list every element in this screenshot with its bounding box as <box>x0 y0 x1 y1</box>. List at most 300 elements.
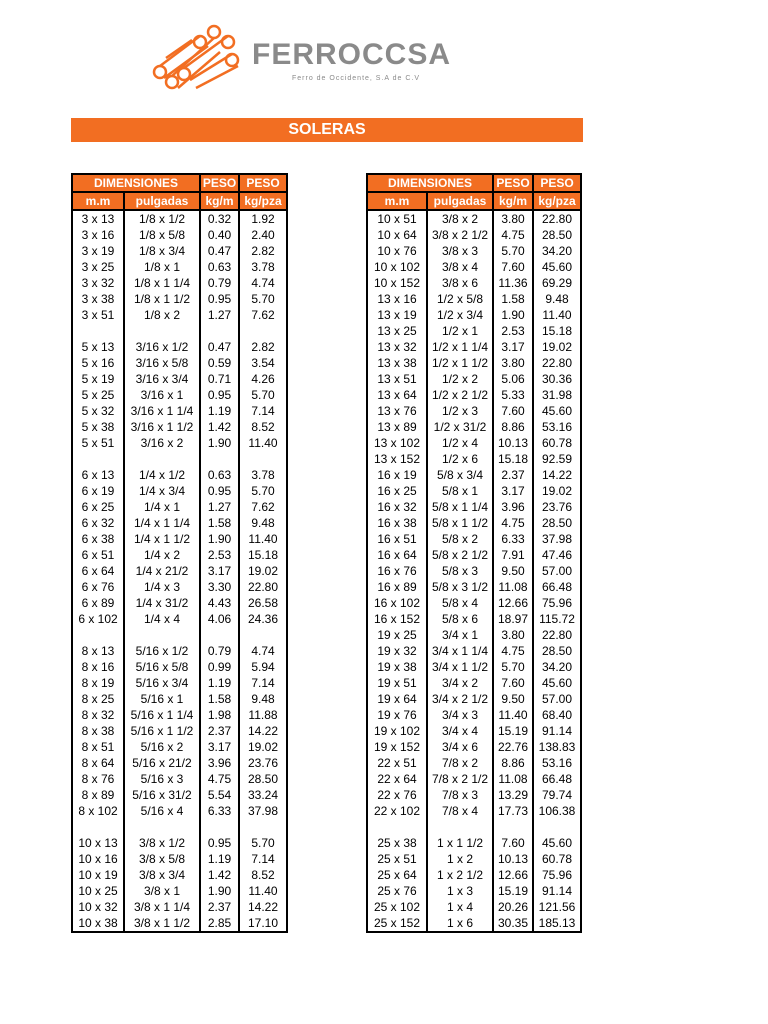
cell-kg-m: 3.80 <box>493 355 533 371</box>
table-row <box>72 563 287 579</box>
cell-kg-m: 1.90 <box>200 435 239 451</box>
header-dimensiones: DIMENSIONES <box>72 174 200 192</box>
cell-pulgadas: 1/2 x 1 1/4 <box>427 339 493 355</box>
table-row <box>367 355 581 371</box>
table-row <box>367 387 581 403</box>
cell-kg-pza: 24.36 <box>239 611 287 627</box>
cell-kg-pza: 37.98 <box>239 803 287 819</box>
brand-name: FERROCCSA <box>252 38 452 71</box>
cell-mm: 10 x 13 <box>72 835 124 851</box>
cell-pulgadas: 7/8 x 2 <box>427 755 493 771</box>
cell-kg-m: 3.96 <box>200 755 239 771</box>
cell-mm <box>72 323 124 339</box>
cell-kg-pza: 22.80 <box>533 355 581 371</box>
cell-kg-pza: 17.10 <box>239 915 287 932</box>
cell-pulgadas: 1 x 6 <box>427 915 493 932</box>
cell-kg-pza: 5.94 <box>239 659 287 675</box>
cell-pulgadas: 1/8 x 1/2 <box>124 210 200 227</box>
header-peso: PESO <box>533 174 581 192</box>
cell-mm: 5 x 38 <box>72 419 124 435</box>
cell-kg-pza <box>239 323 287 339</box>
cell-kg-pza: 34.20 <box>533 243 581 259</box>
header-pulgadas: pulgadas <box>124 192 200 210</box>
cell-kg-m: 1.19 <box>200 403 239 419</box>
cell-kg-pza: 106.38 <box>533 803 581 819</box>
header-peso: PESO <box>239 174 287 192</box>
cell-mm: 10 x 38 <box>72 915 124 932</box>
cell-kg-m: 15.19 <box>493 723 533 739</box>
cell-pulgadas: 3/8 x 1 1/2 <box>124 915 200 932</box>
table-row <box>367 563 581 579</box>
cell-kg-m: 0.71 <box>200 371 239 387</box>
table-row <box>367 707 581 723</box>
cell-kg-pza: 4.74 <box>239 643 287 659</box>
cell-pulgadas: 5/8 x 1 1/4 <box>427 499 493 515</box>
cell-kg-m: 4.75 <box>493 227 533 243</box>
table-row <box>72 803 287 819</box>
cell-pulgadas: 5/16 x 4 <box>124 803 200 819</box>
cell-pulgadas: 5/8 x 1 1/2 <box>427 515 493 531</box>
cell-kg-m: 2.53 <box>200 547 239 563</box>
table-row <box>367 771 581 787</box>
cell-pulgadas: 3/4 x 2 1/2 <box>427 691 493 707</box>
table-row <box>367 723 581 739</box>
cell-kg-m: 0.79 <box>200 643 239 659</box>
cell-mm: 3 x 19 <box>72 243 124 259</box>
cell-mm: 16 x 19 <box>367 467 427 483</box>
table-row <box>72 451 287 467</box>
cell-kg-m: 1.58 <box>200 691 239 707</box>
cell-kg-pza: 91.14 <box>533 883 581 899</box>
cell-kg-pza: 7.14 <box>239 403 287 419</box>
cell-pulgadas: 3/8 x 1 1/4 <box>124 899 200 915</box>
cell-kg-m: 15.18 <box>493 451 533 467</box>
cell-mm: 22 x 102 <box>367 803 427 819</box>
cell-mm: 10 x 19 <box>72 867 124 883</box>
cell-pulgadas <box>124 627 200 643</box>
cell-mm: 10 x 152 <box>367 275 427 291</box>
cell-pulgadas <box>124 323 200 339</box>
cell-pulgadas: 3/8 x 1 <box>124 883 200 899</box>
cell-pulgadas: 5/16 x 5/8 <box>124 659 200 675</box>
cell-kg-pza: 75.96 <box>533 595 581 611</box>
table-row <box>72 387 287 403</box>
cell-mm: 5 x 16 <box>72 355 124 371</box>
cell-pulgadas: 3/4 x 1 1/2 <box>427 659 493 675</box>
cell-kg-m: 7.60 <box>493 835 533 851</box>
cell-pulgadas: 1/4 x 31/2 <box>124 595 200 611</box>
cell-pulgadas: 3/8 x 3 <box>427 243 493 259</box>
table-row <box>72 771 287 787</box>
cell-pulgadas: 3/4 x 2 <box>427 675 493 691</box>
cell-kg-m: 3.17 <box>200 563 239 579</box>
table-row <box>367 403 581 419</box>
cell-pulgadas: 1/2 x 6 <box>427 451 493 467</box>
cell-kg-m: 0.95 <box>200 835 239 851</box>
cell-mm: 22 x 76 <box>367 787 427 803</box>
table-row <box>367 851 581 867</box>
cell-kg-m: 18.97 <box>493 611 533 627</box>
cell-pulgadas: 1/8 x 5/8 <box>124 227 200 243</box>
cell-mm: 10 x 64 <box>367 227 427 243</box>
cell-mm: 25 x 152 <box>367 915 427 932</box>
table-row <box>72 435 287 451</box>
table-row <box>367 595 581 611</box>
cell-mm: 10 x 32 <box>72 899 124 915</box>
cell-kg-m: 15.19 <box>493 883 533 899</box>
cell-kg-m: 8.86 <box>493 419 533 435</box>
cell-mm: 13 x 38 <box>367 355 427 371</box>
cell-kg-pza: 5.70 <box>239 291 287 307</box>
cell-kg-m: 3.30 <box>200 579 239 595</box>
cell-kg-m: 1.19 <box>200 851 239 867</box>
table-row <box>72 227 287 243</box>
cell-pulgadas: 3/16 x 3/4 <box>124 371 200 387</box>
cell-kg-pza: 66.48 <box>533 579 581 595</box>
header-kg-pza: kg/pza <box>533 192 581 210</box>
cell-kg-pza: 57.00 <box>533 563 581 579</box>
cell-mm: 5 x 13 <box>72 339 124 355</box>
cell-mm: 6 x 13 <box>72 467 124 483</box>
table-row <box>367 691 581 707</box>
cell-kg-m <box>200 627 239 643</box>
cell-kg-pza <box>533 819 581 835</box>
cell-mm: 13 x 32 <box>367 339 427 355</box>
header-kg-m: kg/m <box>493 192 533 210</box>
table-row <box>72 243 287 259</box>
cell-kg-m: 11.08 <box>493 771 533 787</box>
cell-pulgadas: 1/2 x 3 <box>427 403 493 419</box>
cell-kg-pza: 19.02 <box>239 739 287 755</box>
cell-mm: 8 x 25 <box>72 691 124 707</box>
cell-mm: 10 x 51 <box>367 210 427 227</box>
table-row <box>367 227 581 243</box>
cell-mm: 6 x 38 <box>72 531 124 547</box>
header-kg-pza: kg/pza <box>239 192 287 210</box>
cell-kg-m: 2.53 <box>493 323 533 339</box>
table-row <box>367 835 581 851</box>
table-row <box>72 515 287 531</box>
table-row <box>72 323 287 339</box>
table-row <box>72 627 287 643</box>
table-row <box>72 659 287 675</box>
cell-kg-pza: 2.82 <box>239 339 287 355</box>
cell-kg-m: 0.47 <box>200 339 239 355</box>
cell-pulgadas: 3/16 x 5/8 <box>124 355 200 371</box>
cell-mm: 5 x 25 <box>72 387 124 403</box>
cell-kg-m <box>493 819 533 835</box>
cell-mm: 3 x 25 <box>72 259 124 275</box>
cell-pulgadas: 3/4 x 1 <box>427 627 493 643</box>
table-row <box>367 867 581 883</box>
cell-kg-m: 4.75 <box>493 643 533 659</box>
cell-kg-pza: 79.74 <box>533 787 581 803</box>
cell-kg-pza: 15.18 <box>533 323 581 339</box>
cell-mm: 3 x 51 <box>72 307 124 323</box>
cell-mm: 13 x 76 <box>367 403 427 419</box>
cell-pulgadas: 1/4 x 1 <box>124 499 200 515</box>
cell-kg-pza: 3.78 <box>239 259 287 275</box>
cell-kg-pza: 68.40 <box>533 707 581 723</box>
cell-kg-m: 3.17 <box>493 483 533 499</box>
cell-kg-m: 6.33 <box>493 531 533 547</box>
cell-kg-m: 2.37 <box>200 723 239 739</box>
cell-kg-pza: 9.48 <box>533 291 581 307</box>
cell-mm: 19 x 102 <box>367 723 427 739</box>
table-row <box>72 371 287 387</box>
cell-kg-pza: 115.72 <box>533 611 581 627</box>
cell-mm: 8 x 38 <box>72 723 124 739</box>
cell-mm: 8 x 51 <box>72 739 124 755</box>
cell-kg-m: 5.33 <box>493 387 533 403</box>
table-row <box>367 451 581 467</box>
table-row <box>367 675 581 691</box>
table-row <box>367 787 581 803</box>
table-row <box>72 851 287 867</box>
table-row <box>72 259 287 275</box>
cell-kg-pza: 66.48 <box>533 771 581 787</box>
cell-pulgadas: 7/8 x 2 1/2 <box>427 771 493 787</box>
cell-mm: 3 x 16 <box>72 227 124 243</box>
cell-kg-pza: 60.78 <box>533 851 581 867</box>
cell-kg-pza: 23.76 <box>533 499 581 515</box>
cell-kg-pza <box>239 627 287 643</box>
cell-kg-m: 5.70 <box>493 659 533 675</box>
cell-pulgadas: 5/16 x 1/2 <box>124 643 200 659</box>
cell-mm: 6 x 51 <box>72 547 124 563</box>
cell-mm: 8 x 19 <box>72 675 124 691</box>
cell-pulgadas: 5/8 x 2 1/2 <box>427 547 493 563</box>
cell-pulgadas: 5/8 x 6 <box>427 611 493 627</box>
cell-kg-m: 2.85 <box>200 915 239 932</box>
cell-kg-pza <box>239 451 287 467</box>
cell-kg-pza: 33.24 <box>239 787 287 803</box>
table-row <box>72 499 287 515</box>
table-row <box>367 275 581 291</box>
table-row <box>72 595 287 611</box>
cell-mm: 6 x 32 <box>72 515 124 531</box>
cell-kg-pza: 30.36 <box>533 371 581 387</box>
table-row <box>367 515 581 531</box>
cell-kg-pza: 45.60 <box>533 403 581 419</box>
cell-pulgadas: 1/2 x 1 1/2 <box>427 355 493 371</box>
cell-pulgadas: 1/2 x 5/8 <box>427 291 493 307</box>
table-row <box>367 531 581 547</box>
cell-kg-m: 4.43 <box>200 595 239 611</box>
cell-mm: 8 x 32 <box>72 707 124 723</box>
cell-kg-pza: 22.80 <box>239 579 287 595</box>
cell-mm: 19 x 25 <box>367 627 427 643</box>
cell-pulgadas: 3/8 x 2 <box>427 210 493 227</box>
cell-pulgadas: 1/4 x 21/2 <box>124 563 200 579</box>
cell-mm: 8 x 102 <box>72 803 124 819</box>
cell-kg-pza: 9.48 <box>239 691 287 707</box>
cell-pulgadas: 3/16 x 1 <box>124 387 200 403</box>
cell-pulgadas: 3/4 x 6 <box>427 739 493 755</box>
table-row <box>72 835 287 851</box>
table-row <box>367 547 581 563</box>
cell-kg-m: 3.80 <box>493 627 533 643</box>
cell-kg-m: 7.91 <box>493 547 533 563</box>
table-row <box>72 307 287 323</box>
cell-kg-m: 13.29 <box>493 787 533 803</box>
cell-kg-pza: 23.76 <box>239 755 287 771</box>
cell-pulgadas: 3/16 x 1 1/4 <box>124 403 200 419</box>
cell-kg-pza: 5.70 <box>239 483 287 499</box>
table-row <box>72 483 287 499</box>
cell-kg-m: 1.90 <box>493 307 533 323</box>
cell-mm <box>367 819 427 835</box>
cell-kg-m: 1.42 <box>200 419 239 435</box>
cell-kg-m: 5.54 <box>200 787 239 803</box>
cell-kg-pza: 8.52 <box>239 867 287 883</box>
section-banner: SOLERAS <box>71 118 583 142</box>
table-row <box>367 499 581 515</box>
cell-kg-m: 1.58 <box>200 515 239 531</box>
cell-pulgadas: 5/16 x 1 <box>124 691 200 707</box>
cell-kg-m: 2.37 <box>493 467 533 483</box>
cell-pulgadas: 3/4 x 3 <box>427 707 493 723</box>
table-row <box>367 627 581 643</box>
cell-pulgadas: 1/2 x 3/4 <box>427 307 493 323</box>
cell-kg-pza: 11.40 <box>239 883 287 899</box>
cell-mm: 25 x 38 <box>367 835 427 851</box>
table-row <box>72 739 287 755</box>
cell-kg-pza: 92.59 <box>533 451 581 467</box>
cell-mm: 3 x 13 <box>72 210 124 227</box>
table-row <box>72 915 287 932</box>
cell-kg-pza: 7.14 <box>239 675 287 691</box>
table-row <box>72 755 287 771</box>
cell-mm: 6 x 102 <box>72 611 124 627</box>
cell-kg-pza: 5.70 <box>239 835 287 851</box>
cell-kg-pza: 11.40 <box>533 307 581 323</box>
cell-pulgadas: 5/16 x 3/4 <box>124 675 200 691</box>
cell-mm: 22 x 64 <box>367 771 427 787</box>
cell-kg-m: 1.27 <box>200 307 239 323</box>
cell-kg-m: 8.86 <box>493 755 533 771</box>
table-row <box>72 547 287 563</box>
cell-kg-m: 7.60 <box>493 675 533 691</box>
cell-kg-pza: 8.52 <box>239 419 287 435</box>
cell-kg-pza: 2.40 <box>239 227 287 243</box>
cell-mm: 16 x 152 <box>367 611 427 627</box>
cell-kg-m: 7.60 <box>493 259 533 275</box>
cell-pulgadas: 1/2 x 4 <box>427 435 493 451</box>
cell-mm <box>72 627 124 643</box>
table-row <box>72 707 287 723</box>
cell-kg-m: 1.19 <box>200 675 239 691</box>
cell-kg-pza: 53.16 <box>533 755 581 771</box>
table-row <box>72 467 287 483</box>
header-mm: m.m <box>367 192 427 210</box>
cell-mm: 16 x 64 <box>367 547 427 563</box>
cell-kg-pza: 22.80 <box>533 627 581 643</box>
table-row <box>367 803 581 819</box>
cell-kg-pza: 19.02 <box>533 339 581 355</box>
cell-kg-m: 3.80 <box>493 210 533 227</box>
table-row <box>367 915 581 932</box>
cell-kg-pza: 5.70 <box>239 387 287 403</box>
cell-mm: 13 x 102 <box>367 435 427 451</box>
cell-kg-m: 9.50 <box>493 563 533 579</box>
cell-pulgadas: 5/16 x 1 1/2 <box>124 723 200 739</box>
cell-mm: 10 x 76 <box>367 243 427 259</box>
table-row <box>72 867 287 883</box>
cell-mm <box>72 819 124 835</box>
cell-pulgadas: 1 x 2 1/2 <box>427 867 493 883</box>
cell-kg-pza: 3.78 <box>239 467 287 483</box>
cell-kg-m: 4.75 <box>200 771 239 787</box>
table-row <box>72 339 287 355</box>
cell-kg-pza: 45.60 <box>533 675 581 691</box>
cell-kg-m: 10.13 <box>493 435 533 451</box>
brand-subtitle: Ferro de Occidente, S.A de C.V <box>292 75 421 82</box>
cell-kg-pza: 14.22 <box>239 899 287 915</box>
cell-kg-pza: 22.80 <box>533 210 581 227</box>
table-row <box>367 419 581 435</box>
table-row <box>367 323 581 339</box>
cell-pulgadas: 3/16 x 1 1/2 <box>124 419 200 435</box>
table-row <box>367 611 581 627</box>
table-row <box>367 371 581 387</box>
table-row <box>72 210 287 227</box>
cell-pulgadas: 5/8 x 3 <box>427 563 493 579</box>
cell-pulgadas <box>124 819 200 835</box>
cell-kg-m: 0.95 <box>200 387 239 403</box>
table-row <box>72 275 287 291</box>
cell-kg-pza: 185.13 <box>533 915 581 932</box>
cell-pulgadas: 3/8 x 2 1/2 <box>427 227 493 243</box>
cell-pulgadas: 3/8 x 5/8 <box>124 851 200 867</box>
cell-mm: 16 x 38 <box>367 515 427 531</box>
cell-mm: 16 x 25 <box>367 483 427 499</box>
cell-mm: 19 x 76 <box>367 707 427 723</box>
cell-mm: 16 x 76 <box>367 563 427 579</box>
table-row <box>367 210 581 227</box>
cell-kg-pza: 34.20 <box>533 659 581 675</box>
cell-kg-m: 0.32 <box>200 210 239 227</box>
cell-kg-pza: 37.98 <box>533 531 581 547</box>
cell-pulgadas: 1/8 x 3/4 <box>124 243 200 259</box>
cell-pulgadas: 7/8 x 4 <box>427 803 493 819</box>
cell-kg-pza: 15.18 <box>239 547 287 563</box>
cell-kg-m: 10.13 <box>493 851 533 867</box>
cell-mm: 19 x 152 <box>367 739 427 755</box>
cell-mm: 25 x 51 <box>367 851 427 867</box>
cell-kg-m <box>200 819 239 835</box>
cell-kg-pza: 11.40 <box>239 435 287 451</box>
cell-mm: 3 x 38 <box>72 291 124 307</box>
cell-kg-pza: 69.29 <box>533 275 581 291</box>
cell-mm: 6 x 19 <box>72 483 124 499</box>
cell-pulgadas: 1/2 x 2 <box>427 371 493 387</box>
cell-mm: 25 x 102 <box>367 899 427 915</box>
cell-kg-m: 0.63 <box>200 259 239 275</box>
cell-kg-pza: 45.60 <box>533 259 581 275</box>
cell-mm: 5 x 32 <box>72 403 124 419</box>
cell-mm: 10 x 102 <box>367 259 427 275</box>
cell-kg-pza: 47.46 <box>533 547 581 563</box>
cell-pulgadas: 5/16 x 2 <box>124 739 200 755</box>
cell-kg-pza: 14.22 <box>533 467 581 483</box>
cell-kg-pza: 75.96 <box>533 867 581 883</box>
cell-mm: 13 x 16 <box>367 291 427 307</box>
cell-kg-pza: 14.22 <box>239 723 287 739</box>
table-row <box>367 291 581 307</box>
table-row <box>72 611 287 627</box>
cell-kg-m: 1.58 <box>493 291 533 307</box>
